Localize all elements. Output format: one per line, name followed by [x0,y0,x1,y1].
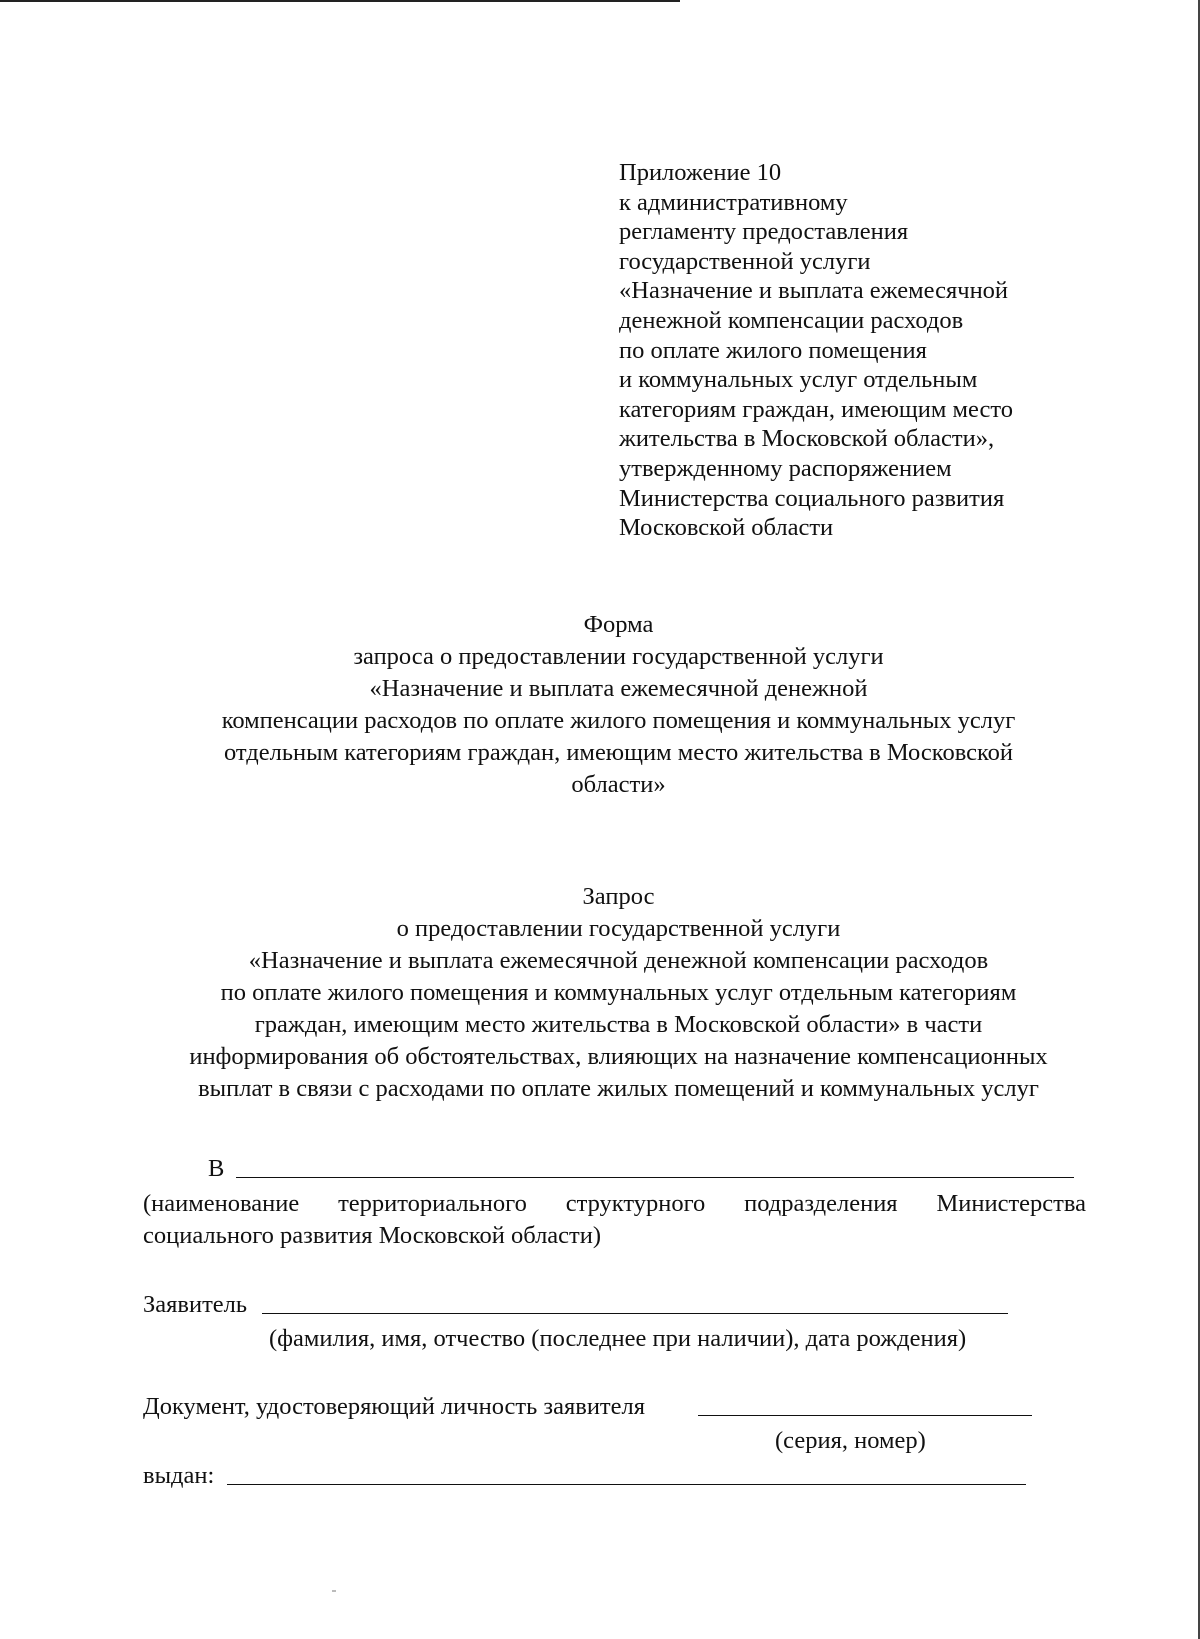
id-document-label: Документ, удостоверяющий личность заявителя [143,1393,646,1420]
applicant-caption: (фамилия, имя, отчество (последнее при наличии), дата рождения) [269,1325,967,1352]
request-title-line: «Назначение и выплата ежемесячной денежной компенсации расходов [248,947,989,974]
request-title-line: выплат в связи с расходами по оплате жилых помещений и коммунальных услуг [198,1075,1039,1102]
appendix-line: Московской области [619,514,834,542]
to-label: В [208,1155,225,1182]
applicant-label: Заявитель [143,1291,248,1318]
appendix-line: категориям граждан, имеющим место [619,395,1013,423]
to-caption-word: (наименование [143,1190,300,1217]
appendix-line: Министерства социального развития [619,484,1005,512]
request-title-line: Запрос [582,883,655,910]
appendix-line: жительства в Московской области», [619,425,995,453]
form-title-line: «Назначение и выплата ежемесячной денежной [369,675,868,702]
request-title-line: информирования об обстоятельствах, влияющих на назначение компенсационных [189,1043,1048,1070]
request-title-line: граждан, имеющим место жительства в Московской области» в части [254,1011,983,1038]
to-caption [143,1188,1086,1252]
request-title-line: по оплате жилого помещения и коммунальных услуг отдельным категориям [220,979,1017,1006]
to-caption-line2: социального развития Московской области) [143,1222,602,1249]
appendix-line: регламенту предоставления [619,218,909,246]
appendix-line: по оплате жилого помещения [619,336,927,364]
appendix-line: Приложение 10 [619,159,782,186]
request-title [100,881,1137,1105]
to-caption-word: территориального [338,1190,527,1217]
form-title [100,609,1137,801]
scan-speck [332,1590,336,1592]
appendix-line: государственной услуги [619,247,871,275]
to-caption-word: подразделения [744,1190,898,1217]
appendix-header [619,158,1013,543]
scan-edge-top [0,0,680,2]
appendix-line: денежной компенсации расходов [619,306,964,334]
id-document-field-line[interactable] [698,1414,1032,1416]
issued-field-line[interactable] [227,1483,1026,1485]
form-title-line: отдельным категориям граждан, имеющим место жительства в Московской [223,739,1014,766]
request-title-line: о предоставлении государственной услуги [396,915,841,942]
form-title-line: Форма [583,611,654,638]
appendix-line: утвержденному распоряжением [619,454,952,482]
id-document-caption: (серия, номер) [775,1427,926,1454]
applicant-field-line[interactable] [262,1312,1008,1314]
issued-label: выдан: [143,1462,215,1489]
to-caption-word: структурного [565,1190,706,1217]
form-title-line: запроса о предоставлении государственной услуги [353,643,884,670]
to-field-line[interactable] [236,1176,1074,1178]
appendix-line: к административному [619,188,848,216]
to-caption-word: Министерства [936,1190,1086,1217]
appendix-line: «Назначение и выплата ежемесячной [619,277,1009,305]
appendix-line: и коммунальных услуг отдельным [619,366,978,394]
form-title-line: компенсации расходов по оплате жилого помещения и коммунальных услуг [221,707,1016,734]
form-title-line: области» [571,771,666,798]
